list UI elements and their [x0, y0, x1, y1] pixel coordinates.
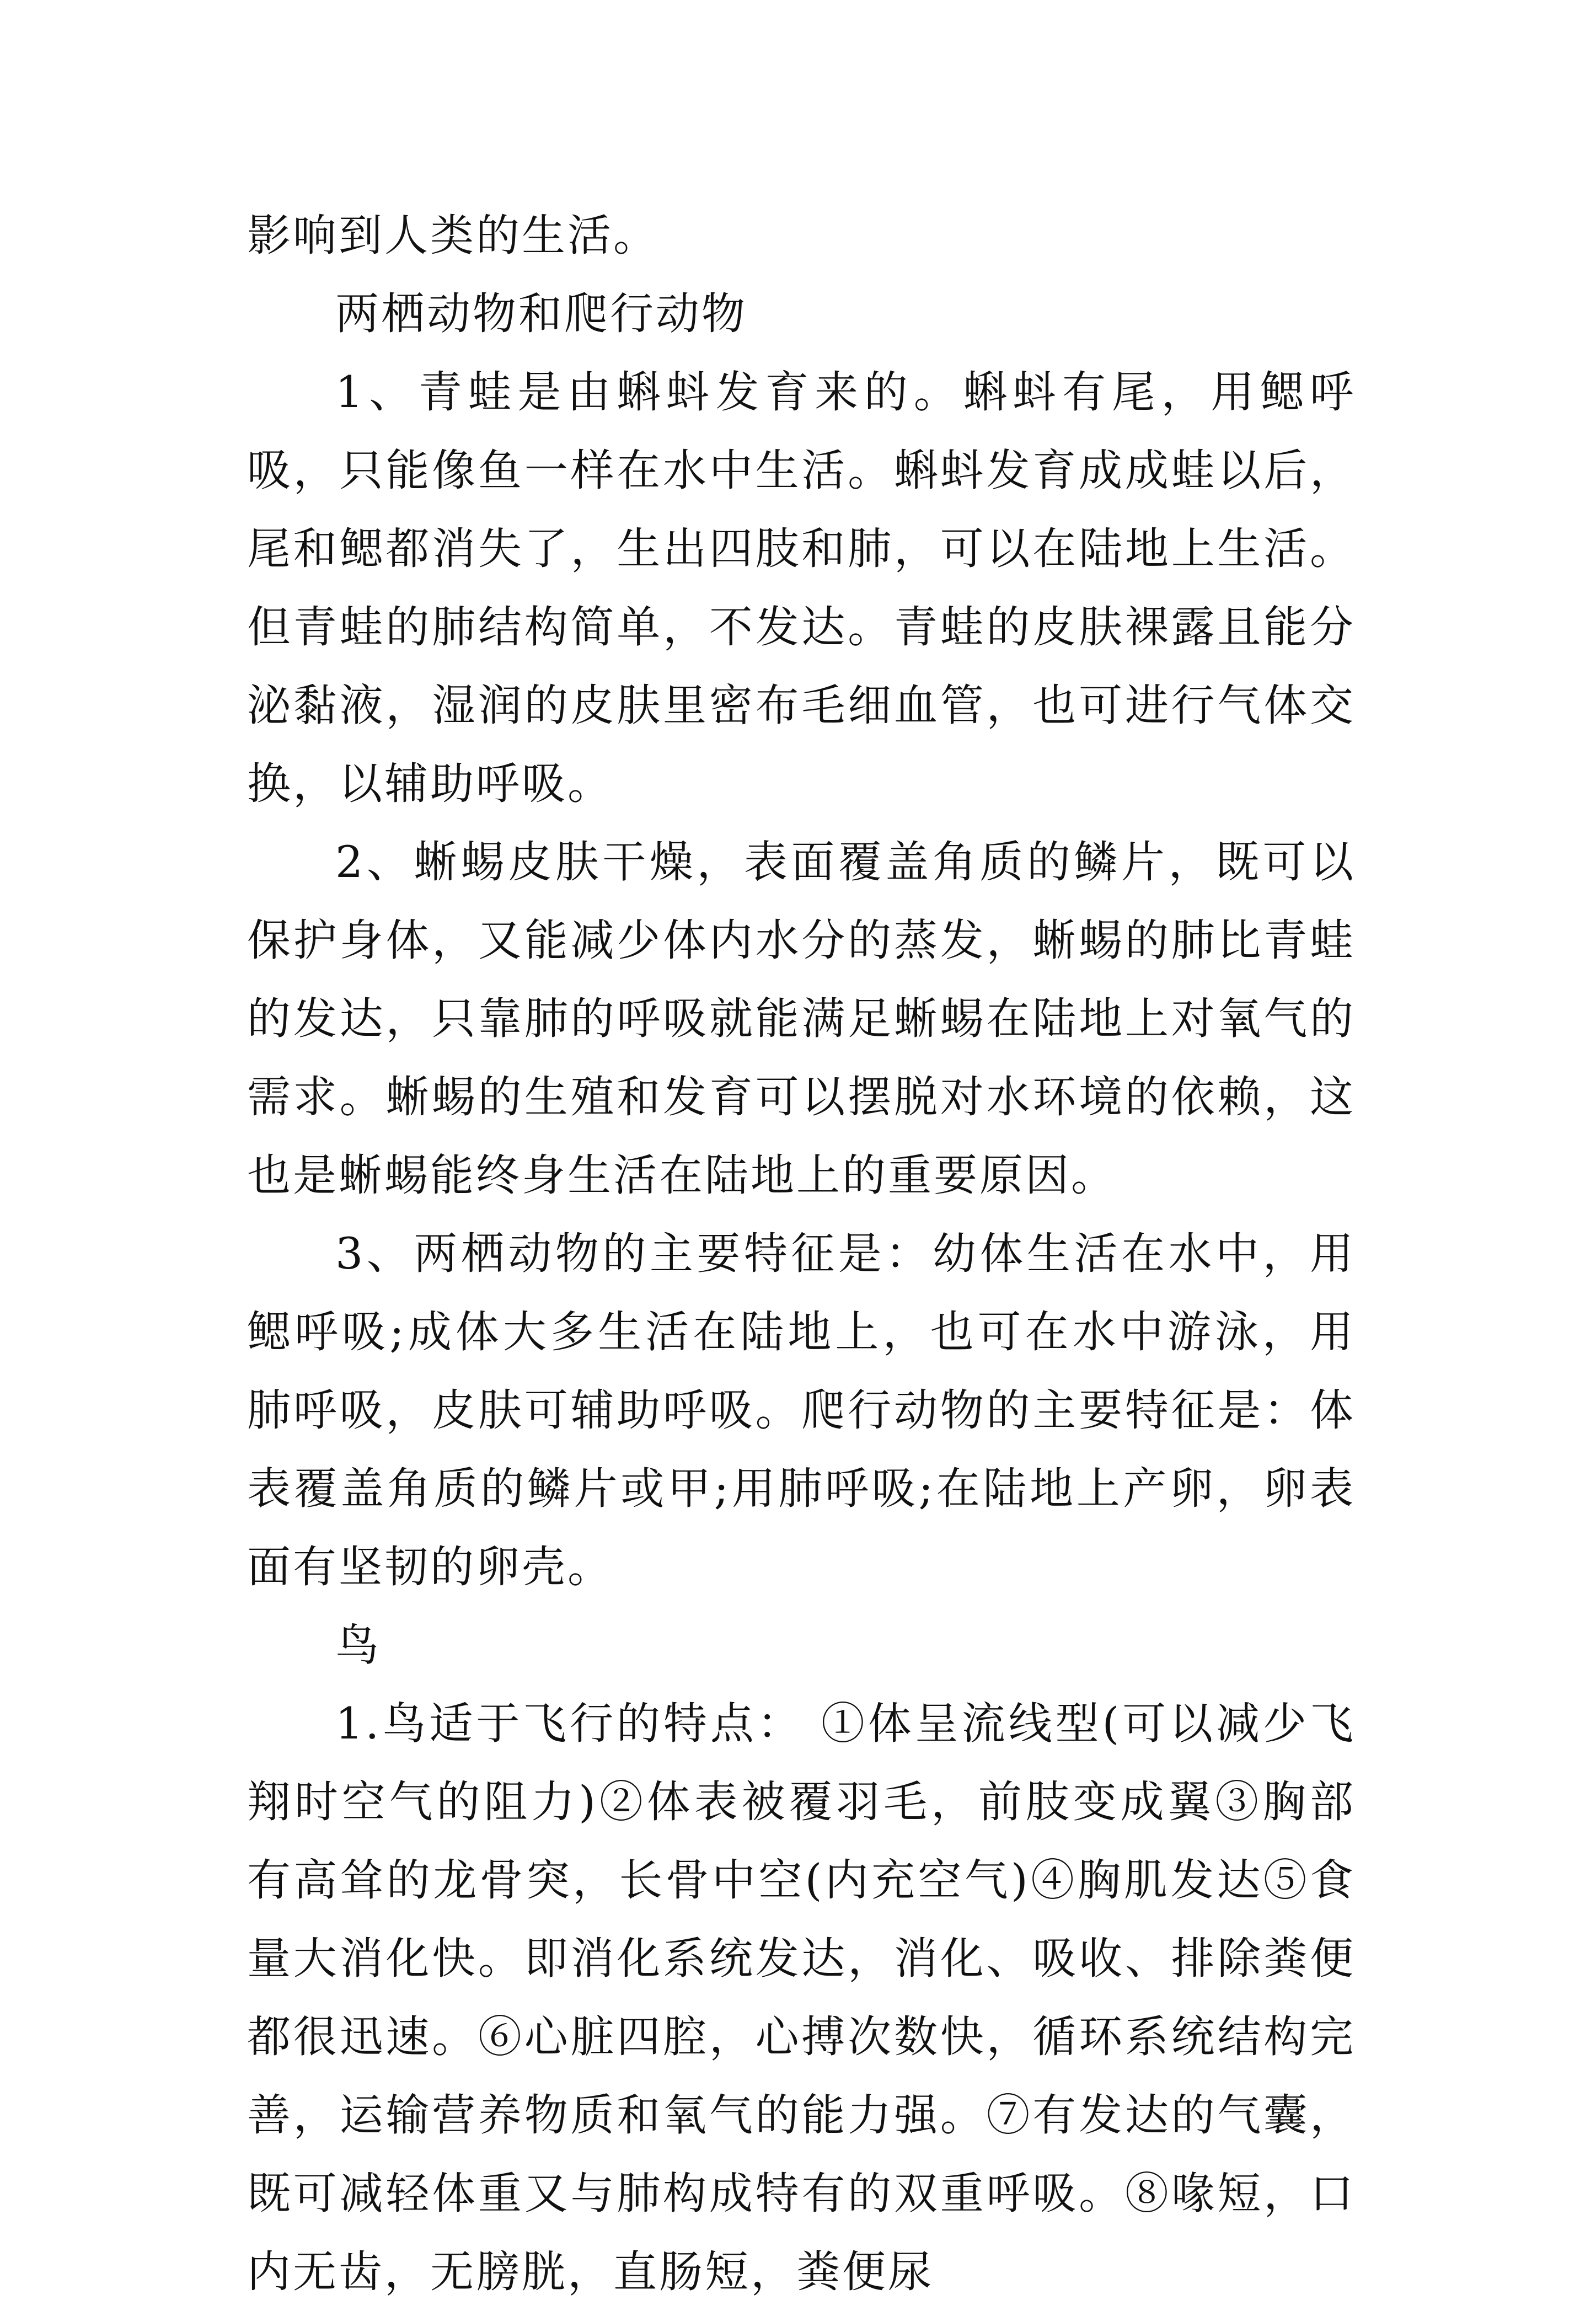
section-heading-amphibians-reptiles: 两栖动物和爬行动物	[335, 288, 747, 339]
section-heading-birds: 鸟	[335, 1620, 381, 1671]
paragraph-characteristics: 3、两栖动物的主要特征是：幼体生活在水中，用鳃呼吸;成体大多生活在陆地上，也可在水中游泳，用肺呼吸，皮肤可辅助呼吸。爬行动物的主要特征是：体表覆盖角质的鳞片或甲;用肺呼吸;在陆地上产卵，卵表面有坚韧的卵壳。	[247, 1228, 1356, 1592]
paragraph-frog: 1、青蛙是由蝌蚪发育来的。蝌蚪有尾，用鳃呼吸，只能像鱼一样在水中生活。蝌蚪发育成成蛙以后，尾和鳃都消失了，生出四肢和肺，可以在陆地上生活。但青蛙的肺结构简单，不发达。青蛙的皮肤裸露且能分泌黏液，湿润的皮肤里密布毛细血管，也可进行气体交换，以辅助呼吸。	[247, 367, 1356, 809]
document-body	[247, 196, 1356, 2311]
paragraph-continuation: 影响到人类的生活。	[247, 210, 659, 261]
paragraph-bird-flight: 1.鸟适于飞行的特点： ①体呈流线型(可以减少飞翔时空气的阻力)②体表被覆羽毛，前肢变成翼③胸部有高耸的龙骨突，长骨中空(内充空气)④胸肌发达⑤食量大消化快。即消化系统发达，消化、吸收、排除粪便都很迅速。⑥心脏四腔，心搏次数快，循环系统结构完善，运输营养物质和氧气的能力强。⑦有发达的气囊，既可减轻体重又与肺构成特有的双重呼吸。⑧喙短，口内无齿，无膀胱，直肠短，粪便尿	[247, 1698, 1356, 2297]
paragraph-lizard: 2、蜥蜴皮肤干燥，表面覆盖角质的鳞片，既可以保护身体，又能减少体内水分的蒸发，蜥蜴的肺比青蛙的发达，只靠肺的呼吸就能满足蜥蜴在陆地上对氧气的需求。蜥蜴的生殖和发育可以摆脱对水环境的依赖，这也是蜥蜴能终身生活在陆地上的重要原因。	[247, 837, 1356, 1201]
